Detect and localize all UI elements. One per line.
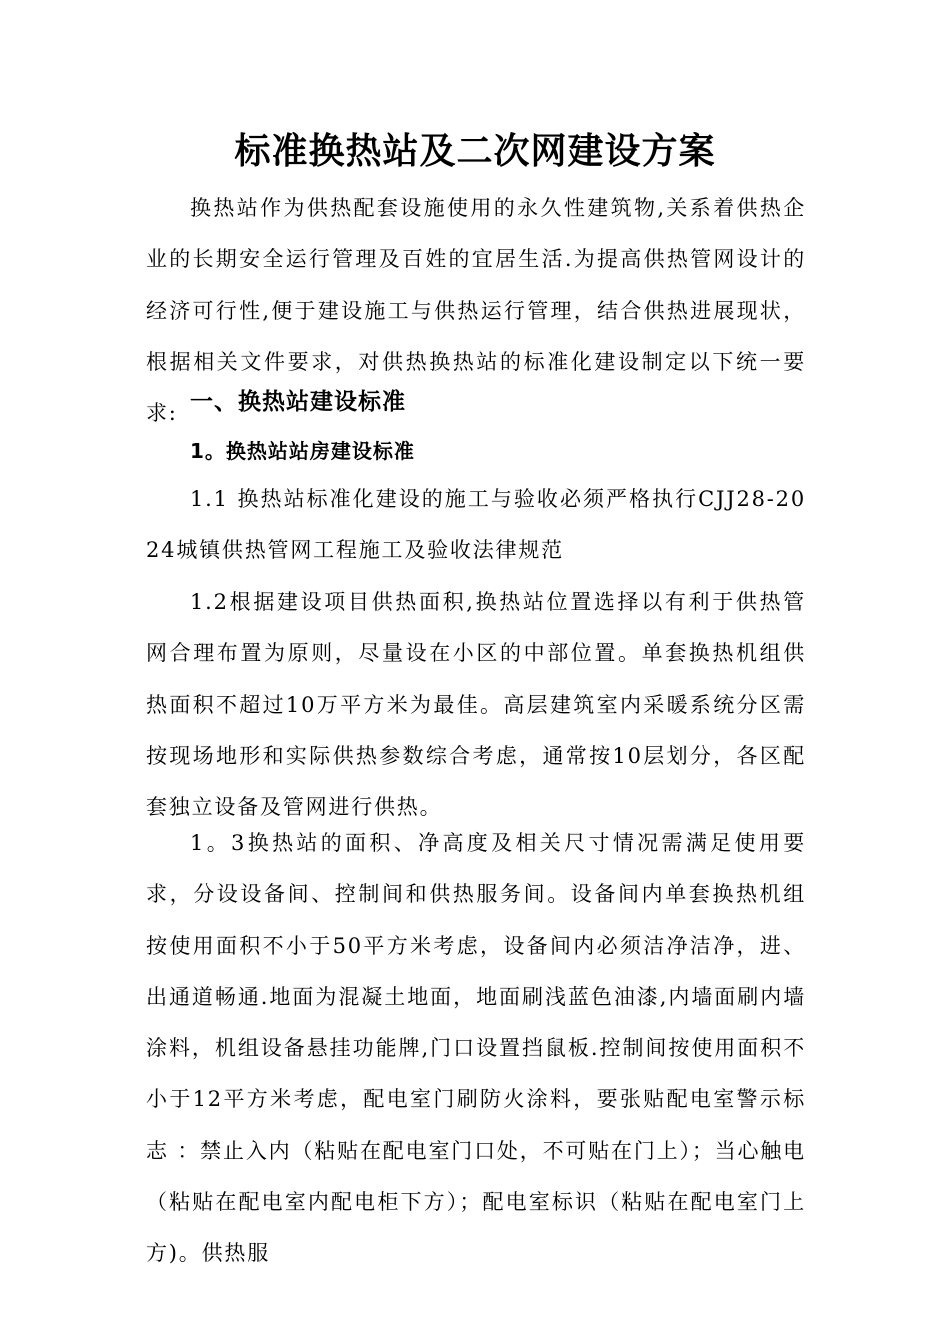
- section-heading: 一、换热站建设标准: [190, 389, 406, 415]
- subsection-heading: 1。换热站站房建设标准: [190, 439, 415, 463]
- paragraph-1-3: 1。3换热站的面积、净高度及相关尺寸情况需满足使用要求，分设设备间、控制间和供热服务间。设备间内单套换热机组按使用面积不小于50平方米考虑，设备间内必须洁净洁净，进、出通道畅通.地面为混凝土地面，地面刷浅蓝色油漆,内墙面刷内墙涂料，机组设备悬挂功能牌,门口设置挡鼠板.控制间按使用面积不小于12平方米考虑，配电室门刷防火涂料，要张贴配电室警示标志 ：禁止入内（粘贴在配电室门口处，不可贴在门上）；当心触电（粘贴在配电室内配电柜下方）；配电室标识（粘贴在配电室门上方)。供热服: [146, 831, 806, 1266]
- paragraph-1-1: 1.1 换热站标准化建设的施工与验收必须严格执行CJJ28-2024城镇供热管网工程施工及验收法律规范: [146, 487, 806, 563]
- intro-paragraph: 换热站作为供热配套设施使用的永久性建筑物,关系着供热企业的长期安全运行管理及百姓的宜居生活.为提高供热管网设计的经济可行性,便于建设施工与供热运行管理，结合供热进展现状，根据相关文件要求，对供热换热站的标准化建设制定以下统一要求:: [146, 196, 806, 426]
- paragraph-1-2: 1.2根据建设项目供热面积,换热站位置选择以有利于供热管网合理布置为原则，尽量设在小区的中部位置。单套换热机组供热面积不超过10万平方米为最佳。高层建筑室内采暖系统分区需按现场地形和实际供热参数综合考虑，通常按10层划分，各区配套独立设备及管网进行供热。: [146, 590, 806, 820]
- document-title: 标准换热站及二次网建设方案: [234, 131, 716, 172]
